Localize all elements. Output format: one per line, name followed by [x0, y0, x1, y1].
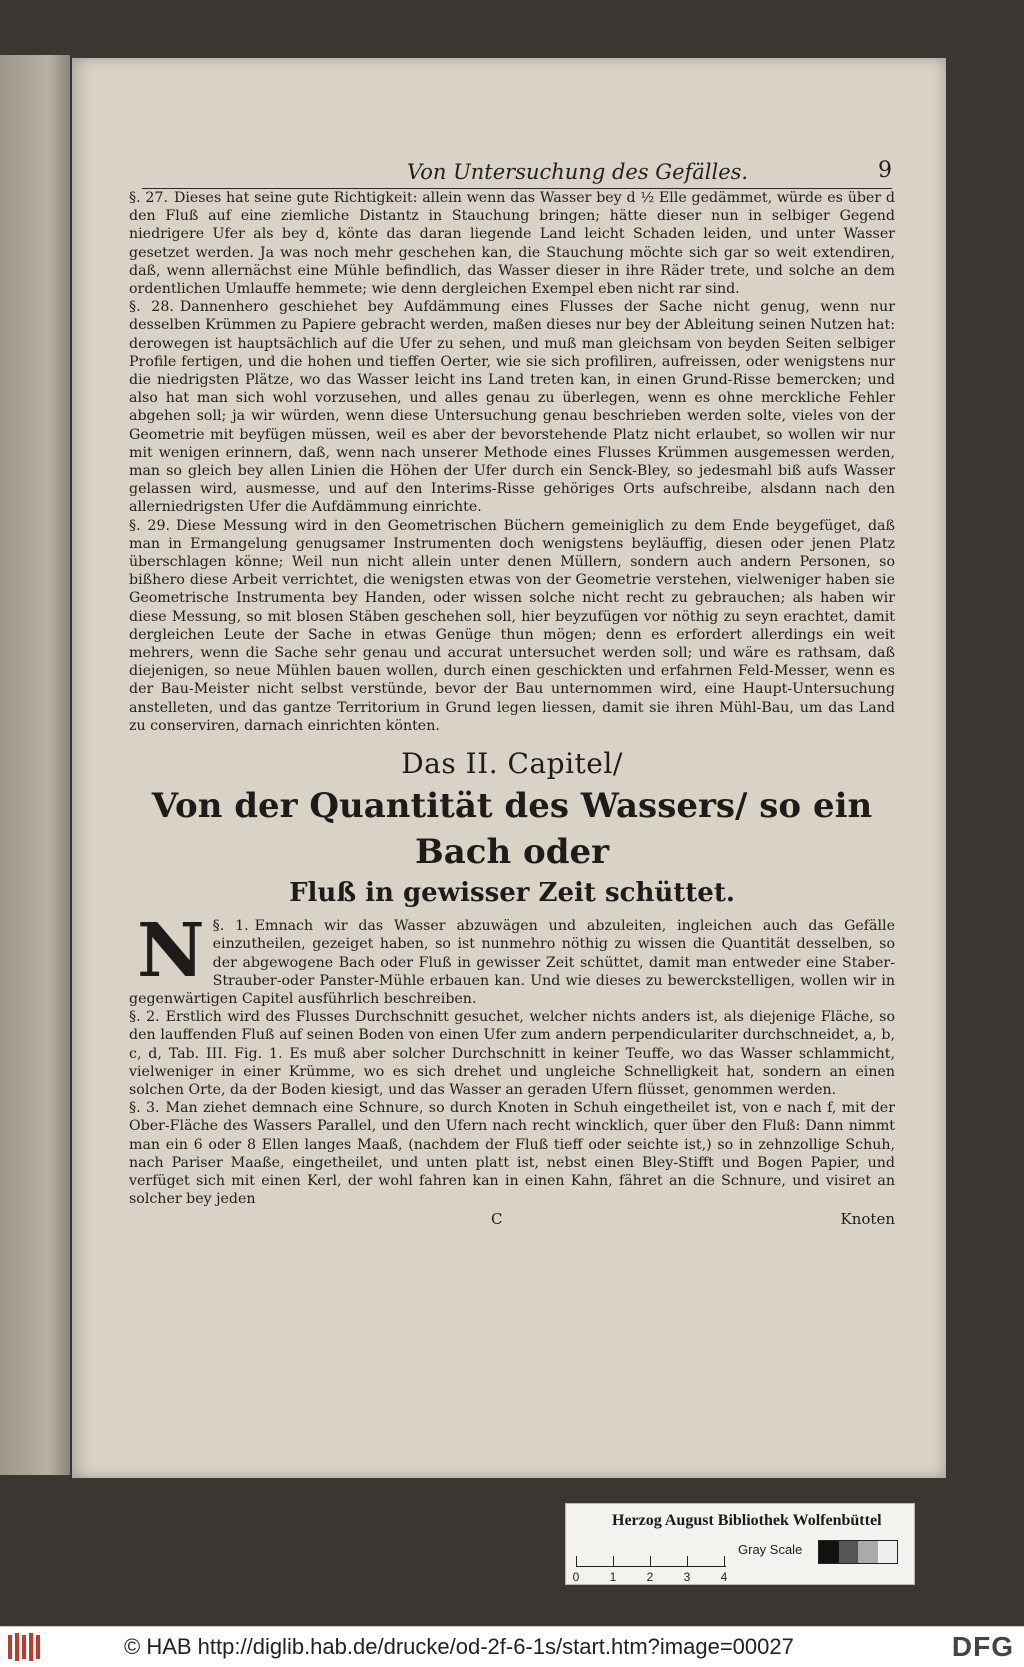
scale-label: 4 — [720, 1570, 728, 1584]
section-mark: §. 28. — [129, 299, 174, 316]
footer-bar — [0, 1626, 1024, 1667]
page-number: 9 — [878, 158, 892, 183]
section-mark: §. 27. — [129, 190, 168, 206]
paragraph-text: Dannenhero geschiehet bey Aufdämmung eines Flusses der Sache nicht genug, wenn nur desselben Krümmen zu Papiere gebracht werden, maßen dieses nur bey der Ableitung seinen Nutzen hat: derowegen ist hauptsächlich auf die Ufer zu sehen, und muß man gleichsam von beyden Seiten selbiger Profile fertigen, und die hohen und tieffen Oerter, wie sie sich profiliren, aufreissen, oder wenigstens nur die niedrigsten Plätze, wo das Wasser leicht ins Land treten kan, in einen Grund-Risse bemercken; und also hat man sich wohl vorzusehen, und alles genau zu überlegen, wenn es ohne merckliche Fehler abgehen soll; ja wir würden, wenn diese Untersuchung genau beschrieben werden solte, vieles von der Geometrie mit beyfügen müssen, weil es aber der bevorstehende Platz nicht erlaubet, so wollen wir nur mit wenigen erinnern, daß, wenn nach unserer Methode eines Flusses Krümmen ausgemessen werden, man so gleich bey allen Linien die Höhen der Ufer durch ein Senck-Bley, so jedesmahl biß aufs Wasser gelassen wird, ausmesse, und auf den Interims-Risse gehöriges Orts aufschreibe, alsdann nach den allerniedrigsten Ufer die Aufdämmung einrichte. — [129, 299, 895, 516]
gray-swatch — [819, 1541, 839, 1563]
signature-mark: C — [491, 1210, 503, 1229]
gray-swatch — [839, 1541, 859, 1563]
paragraph-text: Man ziehet demnach eine Schnure, so durch Knoten in Schuh eingetheilet ist, von e nach f, mit der Ober-Fläche des Wassers Parallel, und den Ufern nach recht wincklich, quer über den Fluß: Dann nimmt man ein 6 oder 8 Ellen langes Maaß, (nachdem der Fluß tieff oder seichte ist,) so in zehnzollige Schuh, nach Pariser Maaße, eingetheilet, und unten platt ist, nebst einen Bley-Stifft und Bogen Papier, und verfüget sich mit einen Kerl, der wohl fahren kan in einen Kahn, fähret an die Schnure, und visiret an solcher bey jeden — [129, 1100, 895, 1208]
paragraph-27 — [129, 189, 895, 298]
facing-page-edge — [0, 55, 70, 1475]
gray-swatch — [878, 1541, 898, 1563]
color-calibration-card — [565, 1503, 915, 1585]
signature-line — [129, 1210, 895, 1230]
section-mark: §. 3. — [129, 1100, 160, 1117]
ruler-scale — [572, 1538, 728, 1584]
scale-label: 3 — [683, 1570, 691, 1584]
library-name: Herzog August Bibliothek Wolfenbüttel — [612, 1512, 882, 1529]
catchword: Knoten — [840, 1210, 895, 1229]
dfg-logo-icon: DFG — [951, 1631, 1014, 1662]
paragraph-29 — [129, 517, 895, 735]
chapter-heading-block — [129, 745, 895, 911]
section-mark: §. 1. — [212, 918, 249, 935]
chapter-title-line-1: Von der Quantität des Wassers/ so ein Bach oder — [151, 786, 873, 873]
grayscale-label: Gray Scale — [738, 1542, 803, 1557]
scale-label: 0 — [572, 1570, 580, 1584]
section-mark: §. 29. — [129, 517, 170, 534]
running-title: Von Untersuchung des Gefälles. — [407, 160, 749, 184]
scale-label: 1 — [609, 1570, 617, 1584]
scale-label: 2 — [646, 1570, 654, 1584]
chapter-number: Das II. Capitel/ — [401, 747, 623, 781]
section-mark: §. 2. — [129, 1009, 160, 1026]
book-page — [72, 58, 946, 1478]
chapter-paragraph-1 — [129, 908, 895, 1008]
paragraph-text: Diese Messung wird in den Geometrischen Büchern gemeiniglich zu dem Ende beygefüget, daß man in Ermangelung genugsamer Instrumenten doch wenigstens beyläuffig, diesen oder jenen Platz überschlagen könne; Weil nun nicht allein unter denen Müllern, sondern auch andern Personen, so bißhero diese Arbeit verrichtet, die wenigsten etwas von der Geometrie verstehen, vielweniger haben sie Geometrische Instrumenta bey Handen, oder wissen solche nicht recht zu gebrauchen; als haben wir diese Messung, so mit blosen Stäben geschehen soll, hier beyzufügen vor nöthig zu seyn erachtet, damit dergleichen Leute der Sache in etwas Genüge thun mögen; denn es erfordert allerdings ein weit mehrers, wenn die Sache sehr genau und accurat untersuchet werden soll; und wäre es rathsam, daß diejenigen, so neue Mühlen bauen wollen, durch einen geschickten und erfahrnen Feld-Messer, wenn es der Bau-Meister nicht selbst verstünde, bevor der Bau unternommen wird, eine Haupt-Untersuchung anstelleten, und das gantze Territorium in Grund legen liessen, damit sie ihren Mühl-Bau, um das Land zu conserviren, darnach einrichten könten. — [129, 517, 895, 734]
gray-swatch — [858, 1541, 878, 1563]
drop-initial: N — [137, 908, 205, 995]
chapter-title-line-2: Fluß in gewisser Zeit schüttet. — [289, 878, 735, 909]
copyright-url[interactable]: © HAB http://diglib.hab.de/drucke/od-2f-6-1s/start.htm?image=00027 — [124, 1634, 794, 1659]
paragraph-text: Dieses hat seine gute Richtigkeit: allein wenn das Wasser bey d ½ Elle gedämmet, würde es über d den Fluß auf eine ziemliche Distantz in Stauchung bringen; hätte dieser nun in selbiger Gegend niedrigere Ufer als bey d, könte das daran liegende Land leicht Schaden leiden, und unter Wasser gesetzet werden. Ja was noch mehr geschehen kan, die Stauchung möchte sich gar so weit extendiren, daß, wenn allernächst eine Mühle befindlich, das Wasser dieser in ihre Räder trete, und solche an dem ordentlichen Umlauffe hemmete; wie denn dergleichen Exempel eben nicht rar sind. — [129, 190, 895, 298]
body-text — [129, 189, 895, 1230]
hab-logo-icon — [6, 1631, 44, 1663]
paragraph-28 — [129, 298, 895, 516]
chapter-paragraph-2 — [129, 1008, 895, 1099]
paragraph-text: Erstlich wird des Flusses Durchschnitt gesuchet, welcher nichts anders ist, als diejenige Fläche, so den lauffenden Fluß auf seinen Boden von einen Ufer zum andern perpendiculariter durchschneidet, a, b, c, d, Tab. III. Fig. 1. Es muß aber solcher Durchschnitt in keiner Teuffe, wo das Wasser schlammicht, vielweniger in einer Krümme, wo es sich drehet und ungleiche Schnelligkeit hat, sondern an einen solchen Orte, da der Boden kiesigt, und das Wasser an geraden Ufern flüsset, genommen werden. — [129, 1009, 895, 1098]
grayscale-strip — [818, 1540, 898, 1564]
chapter-paragraph-3 — [129, 1099, 895, 1208]
running-head — [142, 154, 892, 189]
paragraph-text: Emnach wir das Wasser abzuwägen und abzuleiten, ingleichen auch das Gefälle einzutheilen, gezeiget haben, so ist nunmehro nöthig zu wissen die Quantität desselben, so der abgewogene Bach oder Fluß in gewisser Zeit schüttet, damit man entweder eine Staber-Strauber-oder Panster-Mühle erbauen kan. Und wie dieses zu bewerckstelligen, wollen wir in gegenwärtigen Capitel ausführlich beschreiben. — [129, 918, 895, 1007]
